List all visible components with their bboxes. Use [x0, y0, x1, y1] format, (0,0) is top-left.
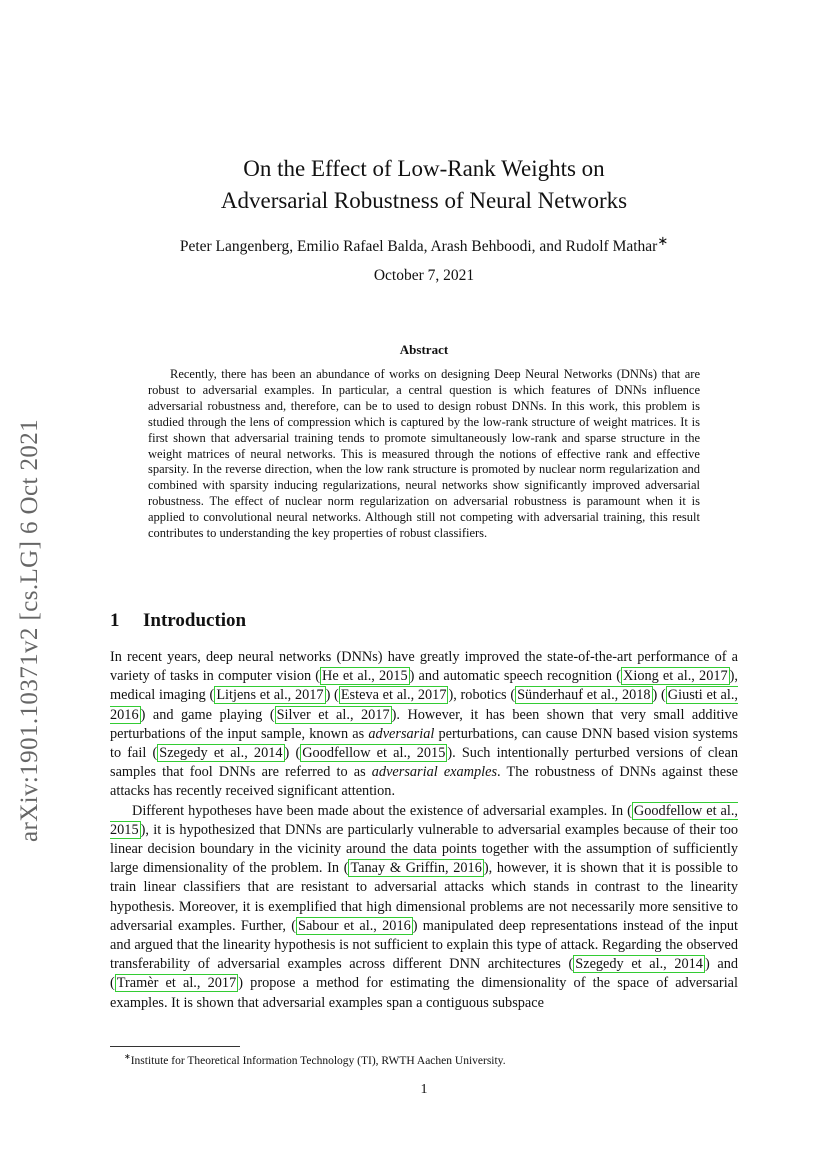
section-title: Introduction — [143, 610, 247, 631]
section-number: 1 — [110, 610, 120, 631]
footnote-divider — [110, 1046, 240, 1047]
citation-link[interactable]: Giusti et al., 2016 — [110, 687, 738, 723]
footnote — [124, 1052, 506, 1067]
citation-link[interactable]: Szegedy et al., 2014 — [575, 956, 703, 973]
text-run: In recent years, deep neural networks (DNNs) have greatly improved the state-of-the-art performance of a variety of tasks in computer vision ( — [110, 649, 738, 685]
introduction-body — [110, 648, 738, 1013]
text-run: ) and automatic speech recognition ( — [409, 668, 622, 685]
citation-link[interactable]: Esteva et al., 2017 — [340, 687, 447, 704]
section-heading — [110, 610, 246, 632]
citation-link[interactable]: He et al., 2015 — [322, 668, 408, 685]
citation-link[interactable]: Sabour et al., 2016 — [298, 917, 411, 934]
emphasis-term: adversarial examples — [371, 764, 498, 781]
citation-link[interactable]: Tanay & Griffin, 2016 — [350, 860, 482, 877]
citation-link[interactable]: Tramèr et al., 2017 — [116, 975, 237, 992]
footnote-mark: ∗ — [124, 1052, 131, 1061]
text-run: ). Such intentionally perturbed versions of clean samples that fool DNNs are referred to as — [110, 745, 738, 781]
text-run: ) ( — [284, 745, 301, 762]
author-footnote-mark: ∗ — [657, 233, 669, 248]
text-run: ), medical imaging ( — [110, 668, 738, 704]
text-run: ) ( — [652, 687, 666, 704]
text-run: Different hypotheses have been made about the existence of adversarial examples. In ( — [132, 802, 632, 819]
abstract-heading: Abstract — [399, 342, 449, 357]
text-run: ), it is hypothesized that DNNs are particularly vulnerable to adversarial examples because of their too linear decision boundary in the vicinity around the data points together with the assumption of sufficiently large dimensionality of the problem. In ( — [110, 821, 738, 877]
text-run: ) and ( — [110, 956, 738, 992]
intro-paragraph-2 — [110, 802, 738, 1013]
text-run: perturbations, can cause DNN based vision systems to fail ( — [110, 725, 738, 762]
page-number: 1 — [420, 1082, 428, 1097]
citation-link[interactable]: Litjens et al., 2017 — [216, 687, 324, 704]
text-run: ) manipulated deep representations instead of the input and argued that the linearity hypothesis is not sufficient to explain this type of attack. Regarding the observed transferability of adversarial examples across different DNN architectures ( — [110, 917, 738, 973]
title-line-2: Adversarial Robustness of Neural Networks — [220, 188, 628, 213]
author-list — [110, 233, 738, 256]
arxiv-identifier: arXiv:1901.10371v2 [cs.LG] 6 Oct 2021 — [16, 418, 43, 842]
citation-link[interactable]: Xiong et al., 2017 — [623, 668, 728, 685]
citation-link[interactable]: Goodfellow et al., 2015 — [302, 745, 446, 762]
text-run: ) ( — [325, 687, 339, 704]
text-run: ) and game playing ( — [140, 706, 275, 723]
abstract-text: Recently, there has been an abundance of works on designing Deep Neural Networks (DNNs) that are robust to adversarial examples. In particular, a central question is which features of DNNs influence adversarial robustness and, therefore, can be to used to design robust DNNs. In this work, this problem is studied through the lens of compression which is captured by the low-rank structure of weight matrices. It is first shown that adversarial training tends to promote simultaneously low-rank and sparse structure in the weight matrices of neural networks. This is measured through the notions of effective rank and effective sparsity. In the reverse direction, when the low rank structure is promoted by nuclear norm regularization and combined with sparsity inducing regularizations, neural networks show significantly improved adversarial robustness. The effect of nuclear norm regularization on adversarial robustness is paramount when it is applied to convolutional neural networks. Although still not competing with adversarial training, this result contributes to understanding the key properties of robust classifiers. — [148, 367, 700, 541]
intro-paragraph-1 — [110, 648, 738, 802]
paper-date: October 7, 2021 — [373, 267, 475, 284]
footnote-text: Institute for Theoretical Information Technology (TI), RWTH Aachen University. — [130, 1054, 506, 1067]
text-run: ), however, it is shown that it is possible to train linear classifiers that are resistant to adversarial attacks which stands in contrast to the linearity hypothesis. Moreover, it is exemplified that high dimensional problems are not necessarily more sensitive to adversarial examples. Further, ( — [110, 860, 738, 934]
paper-title — [110, 153, 738, 217]
text-run: ), robotics ( — [448, 687, 516, 704]
citation-link[interactable]: Szegedy et al., 2014 — [159, 745, 283, 762]
citation-link[interactable]: Silver et al., 2017 — [276, 706, 390, 723]
author-names: Peter Langenberg, Emilio Rafael Balda, Arash Behboodi, and Rudolf Mathar — [179, 238, 658, 256]
citation-link[interactable]: Goodfellow et al., 2015 — [110, 802, 739, 838]
text-run: . The robustness of DNNs against these attacks has recently received significant attention. — [110, 764, 739, 800]
text-run: ) propose a method for estimating the dimensionality of the space of adversarial examples. It is shown that adversarial examples span a contiguous subspace — [110, 975, 738, 1011]
text-run: ). However, it has been shown that very small additive perturbations of the input sample, known as — [110, 706, 738, 742]
title-line-1: On the Effect of Low-Rank Weights on — [243, 156, 605, 181]
emphasis-term: adversarial — [368, 725, 435, 742]
citation-link[interactable]: Sünderhauf et al., 2018 — [517, 687, 651, 704]
